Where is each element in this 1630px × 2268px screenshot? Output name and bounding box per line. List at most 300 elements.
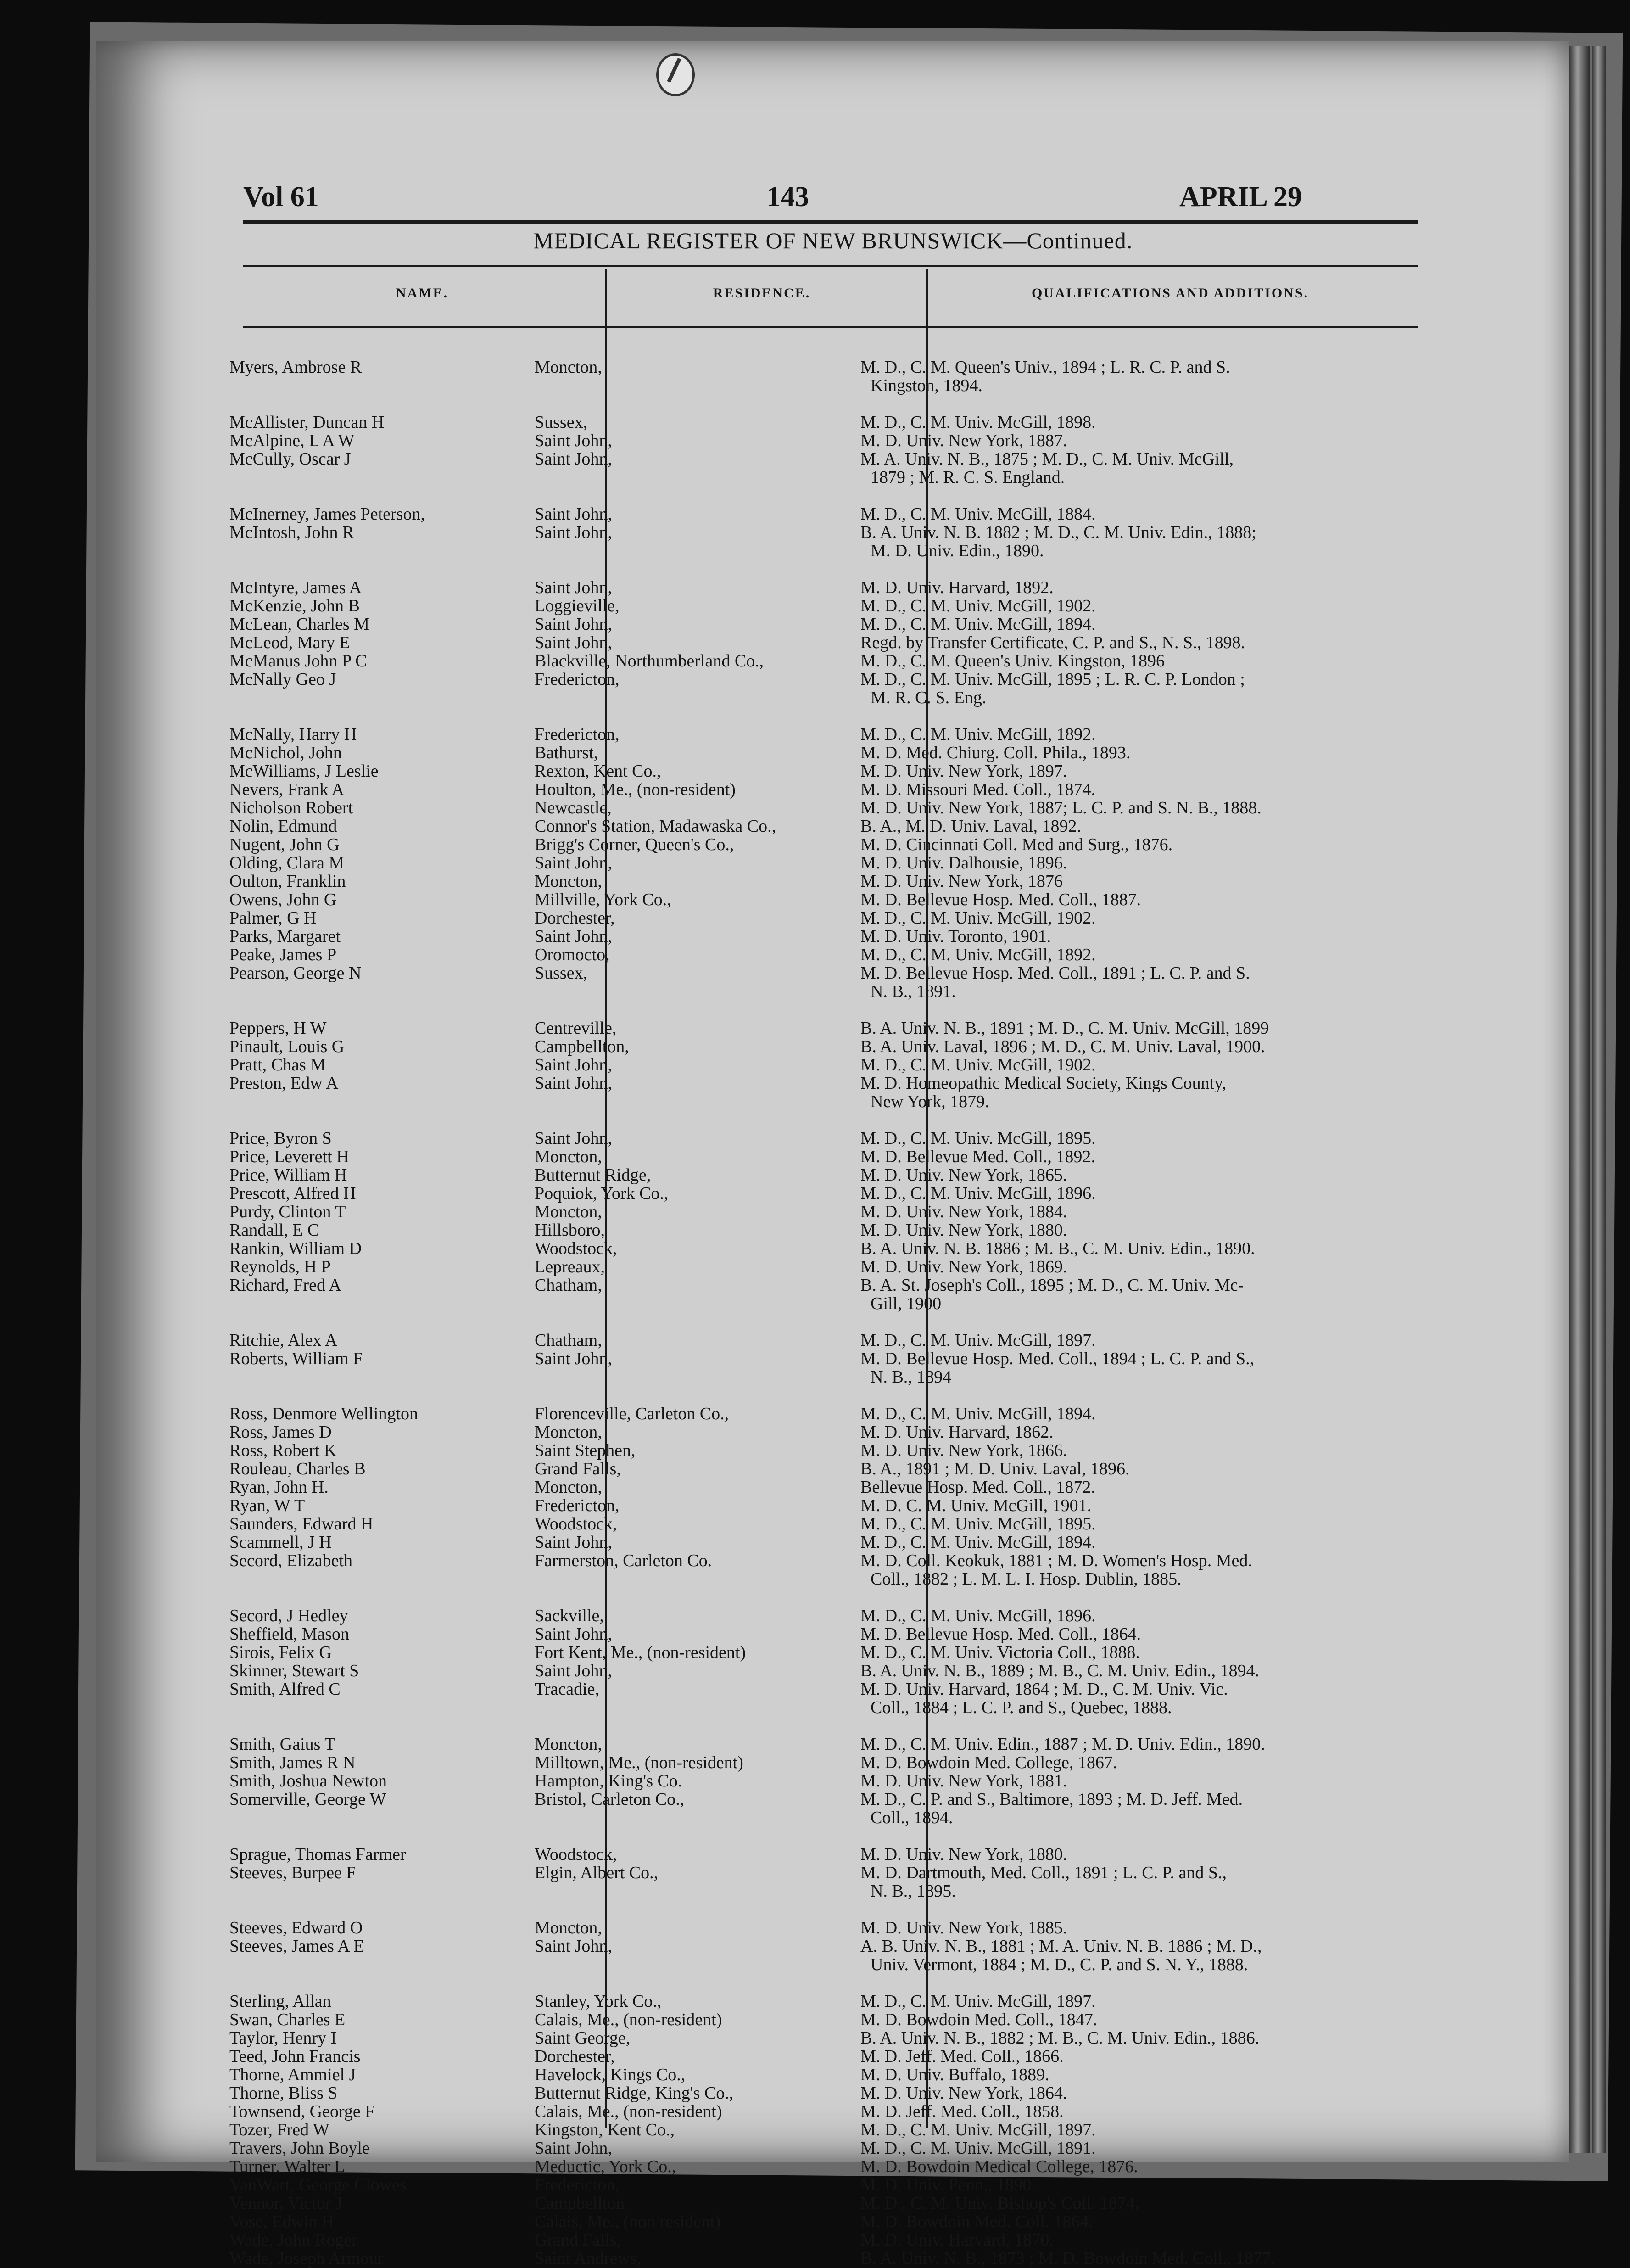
entry-name: Nugent, John G bbox=[229, 835, 340, 854]
entry-name: Nolin, Edmund bbox=[229, 817, 337, 836]
entry-name: McCully, Oscar J bbox=[229, 449, 351, 469]
entry-name: Richard, Fred A bbox=[229, 1276, 341, 1295]
entry-name: McManus John P C bbox=[229, 651, 367, 671]
register-entry bbox=[96, 1129, 1569, 1148]
entry-qualifications-line: M. D. Med. Chiurg. Coll. Phila., 1893. bbox=[860, 743, 1131, 762]
entry-qualifications bbox=[851, 1148, 1347, 1166]
entry-residence: Dorchester, bbox=[535, 908, 615, 928]
entry-qualifications bbox=[851, 523, 1347, 560]
entry-qualifications bbox=[851, 762, 1347, 780]
entry-residence: Stanley, York Co., bbox=[535, 1992, 662, 2011]
entry-qualifications bbox=[851, 652, 1347, 670]
register-entry bbox=[96, 2029, 1569, 2047]
entry-residence: Millville, York Co., bbox=[535, 890, 671, 909]
entry-name: Prescott, Alfred H bbox=[229, 1184, 356, 1203]
entry-qualifications-line: M. D. Homeopathic Medical Society, Kings County, bbox=[860, 1074, 1227, 1093]
entry-residence: Saint John, bbox=[535, 1074, 612, 1093]
entry-qualifications-line: M. D. Jeff. Med. Coll., 1858. bbox=[860, 2102, 1064, 2121]
register-entry bbox=[96, 2121, 1569, 2139]
entry-residence: Newcastle, bbox=[535, 798, 612, 818]
entry-qualifications-line: M. D., C. M. Univ. McGill, 1894. bbox=[860, 1533, 1096, 1552]
entry-qualifications-line: M. A. Univ. N. B., 1875 ; M. D., C. M. Univ. McGill, bbox=[860, 449, 1234, 469]
register-entry bbox=[96, 1772, 1569, 1790]
entry-qualifications bbox=[851, 2157, 1347, 2176]
entry-name: Secord, J Hedley bbox=[229, 1606, 348, 1625]
entry-qualifications bbox=[851, 1625, 1347, 1643]
page-number: 143 bbox=[766, 181, 809, 213]
entry-qualifications-line: M. D., C. M. Queen's Univ. Kingston, 1896 bbox=[860, 651, 1165, 671]
entry-qualifications bbox=[851, 1276, 1347, 1313]
entry-residence: Butternut Ridge, bbox=[535, 1165, 651, 1185]
register-entry bbox=[96, 1460, 1569, 1478]
entry-qualifications bbox=[851, 1203, 1347, 1221]
page-edge bbox=[1569, 46, 1590, 2153]
register-entry bbox=[96, 1221, 1569, 1239]
entry-residence: Fredericton, bbox=[535, 725, 620, 744]
entry-name: Travers, John Boyle bbox=[229, 2139, 370, 2158]
entry-name: Olding, Clara M bbox=[229, 853, 345, 873]
entry-name: Nicholson Robert bbox=[229, 798, 353, 818]
entry-qualifications-line: M. D., C. M. Univ. McGill, 1897. bbox=[860, 1331, 1096, 1350]
entry-qualifications bbox=[851, 2231, 1347, 2249]
entry-name: Ryan, John H. bbox=[229, 1478, 329, 1497]
entry-qualifications-line: B. A. Univ. N. B., 1873 ; M. D. Bowdoin Med. Coll., 1877. bbox=[860, 2249, 1275, 2268]
entry-qualifications bbox=[851, 1056, 1347, 1074]
entry-name: McAlpine, L A W bbox=[229, 431, 355, 450]
entry-residence: Saint John, bbox=[535, 615, 612, 634]
entry-residence: Saint John, bbox=[535, 1661, 612, 1680]
entry-name: Thorne, Bliss S bbox=[229, 2083, 338, 2103]
entry-qualifications-line: M. D. Univ. Harvard, 1864 ; M. D., C. M. Univ. Vic. bbox=[860, 1680, 1228, 1699]
entry-qualifications-line: M. D., C. M. Univ. McGill, 1891. bbox=[860, 2139, 1096, 2158]
entry-qualifications bbox=[851, 1423, 1347, 1441]
entry-name: McNally Geo J bbox=[229, 670, 336, 689]
entry-qualifications bbox=[851, 1405, 1347, 1423]
entry-qualifications-continuation: Kingston, 1894. bbox=[871, 376, 982, 395]
entry-qualifications-line: B. A. Univ. N. B., 1882 ; M. B., C. M. Univ. Edin., 1886. bbox=[860, 2028, 1260, 2048]
entry-name: Ross, Denmore Wellington bbox=[229, 1404, 419, 1423]
entry-qualifications bbox=[851, 2194, 1347, 2212]
entry-qualifications bbox=[851, 799, 1347, 817]
entry-qualifications bbox=[851, 1992, 1347, 2010]
register-entry bbox=[96, 2047, 1569, 2066]
entry-residence: Calais, Me., (non-resident) bbox=[535, 2010, 722, 2029]
register-entry bbox=[96, 1441, 1569, 1460]
entry-qualifications bbox=[851, 2084, 1347, 2102]
entry-name: Myers, Ambrose R bbox=[229, 358, 362, 377]
issue-date: APRIL 29 bbox=[1179, 181, 1302, 213]
entry-qualifications bbox=[851, 1074, 1347, 1111]
entry-qualifications-line: M. D. Missouri Med. Coll., 1874. bbox=[860, 780, 1095, 799]
entry-name: McInerney, James Peterson, bbox=[229, 504, 425, 524]
register-entry bbox=[96, 431, 1569, 450]
entry-qualifications bbox=[851, 1239, 1347, 1258]
entry-name: Price, William H bbox=[229, 1165, 347, 1185]
entry-residence: Campbellton, bbox=[535, 1037, 629, 1056]
entry-qualifications bbox=[851, 1753, 1347, 1772]
entry-residence: Moncton, bbox=[535, 1147, 602, 1166]
entry-name: Peake, James P bbox=[229, 945, 337, 964]
entry-name: Ross, Robert K bbox=[229, 1441, 337, 1460]
entry-residence: Saint John, bbox=[535, 1533, 612, 1552]
entry-residence: Saint John, bbox=[535, 523, 612, 542]
register-entry bbox=[96, 1864, 1569, 1900]
register-entry bbox=[96, 1496, 1569, 1515]
entry-qualifications-line: M. D. Univ. New York, 1880. bbox=[860, 1221, 1067, 1240]
register-entry bbox=[96, 2176, 1569, 2194]
entry-residence: Connor's Station, Madawaska Co., bbox=[535, 817, 776, 836]
entry-qualifications bbox=[851, 431, 1347, 450]
entry-qualifications bbox=[851, 1460, 1347, 1478]
entry-residence: Saint John, bbox=[535, 633, 612, 652]
register-entry bbox=[96, 1331, 1569, 1350]
entry-residence: Grand Falls, bbox=[535, 2230, 621, 2250]
entry-qualifications-line: M. D., C. M. Univ. McGill, 1895. bbox=[860, 1514, 1096, 1534]
volume-label: Vol 61 bbox=[243, 181, 319, 213]
entry-residence: Moncton, bbox=[535, 872, 602, 891]
entry-qualifications-line: B. A. Univ. Laval, 1896 ; M. D., C. M. Univ. Laval, 1900. bbox=[860, 1037, 1265, 1056]
register-entry bbox=[96, 1423, 1569, 1441]
entry-qualifications-line: M. D. Bowdoin Med. Coll. 1864. bbox=[860, 2212, 1093, 2231]
entry-qualifications-line: B. A. Univ. N. B., 1889 ; M. B., C. M. Univ. Edin., 1894. bbox=[860, 1661, 1260, 1680]
entry-qualifications-line: M. D. Bellevue Med. Coll., 1892. bbox=[860, 1147, 1095, 1166]
entry-qualifications bbox=[851, 725, 1347, 744]
entry-qualifications-line: M. D. Bellevue Hosp. Med. Coll., 1887. bbox=[860, 890, 1141, 909]
entry-qualifications-line: M. D. Univ. New York, 1876 bbox=[860, 872, 1063, 891]
entry-residence: Lepreaux, bbox=[535, 1257, 605, 1277]
entry-qualifications-line: A. B. Univ. N. B., 1881 ; M. A. Univ. N. B. 1886 ; M. D., bbox=[860, 1937, 1262, 1956]
entry-name: Teed, John Francis bbox=[229, 2047, 361, 2066]
entry-qualifications-line: M. D., C. M. Univ. McGill, 1895 ; L. R. C. P. London ; bbox=[860, 670, 1245, 689]
entry-name: Smith, James R N bbox=[229, 1753, 356, 1772]
entry-qualifications-line: M. D. Cincinnati Coll. Med and Surg., 1876. bbox=[860, 835, 1173, 854]
entry-qualifications bbox=[851, 1019, 1347, 1037]
register-entry bbox=[96, 1276, 1569, 1313]
register-entry bbox=[96, 1350, 1569, 1386]
entry-qualifications-line: B. A. Univ. N. B. 1886 ; M. B., C. M. Univ. Edin., 1890. bbox=[860, 1239, 1255, 1258]
entry-residence: Sackville, bbox=[535, 1606, 604, 1625]
entry-name: Tozer, Fred W bbox=[229, 2120, 329, 2139]
entry-qualifications-line: M. D. Univ. Dalhousie, 1896. bbox=[860, 853, 1067, 873]
register-entry bbox=[96, 450, 1569, 487]
register-entry bbox=[96, 1790, 1569, 1827]
entry-residence: Rexton, Kent Co., bbox=[535, 762, 661, 781]
entry-residence: Kingston, Kent Co., bbox=[535, 2120, 675, 2139]
entry-qualifications-line: M. D. Univ. New York, 1869. bbox=[860, 1257, 1067, 1277]
register-entry bbox=[96, 2084, 1569, 2102]
register-entry bbox=[96, 2066, 1569, 2084]
entry-qualifications bbox=[851, 1790, 1347, 1827]
entry-name: Taylor, Henry I bbox=[229, 2028, 337, 2048]
register-entry bbox=[96, 872, 1569, 890]
column-header-qualifications: QUALIFICATIONS AND ADDITIONS. bbox=[1031, 286, 1309, 301]
entry-name: Scammell, J H bbox=[229, 1533, 332, 1552]
entry-qualifications-continuation: Univ. Vermont, 1884 ; M. D., C. P. and S. N. Y., 1888. bbox=[871, 1955, 1248, 1974]
entry-name: Randall, E C bbox=[229, 1221, 319, 1240]
entry-qualifications bbox=[851, 835, 1347, 854]
entry-qualifications bbox=[851, 2121, 1347, 2139]
entry-name: Saunders, Edward H bbox=[229, 1514, 374, 1534]
entry-qualifications-line: M. D., C. M. Univ. Victoria Coll., 1888. bbox=[860, 1643, 1140, 1662]
register-entry bbox=[96, 744, 1569, 762]
entry-qualifications bbox=[851, 1166, 1347, 1184]
entry-residence: Calais, Me., (non-resident) bbox=[535, 2102, 722, 2121]
entry-name: Sirois, Felix G bbox=[229, 1643, 332, 1662]
entry-name: Wade, John Roger bbox=[229, 2230, 357, 2250]
register-entry bbox=[96, 652, 1569, 670]
entry-residence: Oromocto, bbox=[535, 945, 610, 964]
entry-name: Thorne, Ammiel J bbox=[229, 2065, 356, 2084]
entry-residence: Bathurst, bbox=[535, 743, 598, 762]
register-entry bbox=[96, 1478, 1569, 1496]
entry-name: Reynolds, H P bbox=[229, 1257, 331, 1277]
entry-qualifications-line: M. D. Univ. Harvard, 1862. bbox=[860, 1422, 1054, 1442]
entry-qualifications-continuation: N. B., 1891. bbox=[871, 982, 956, 1001]
register-entry bbox=[96, 2212, 1569, 2231]
entry-qualifications-line: M. D. Jeff. Med. Coll., 1866. bbox=[860, 2047, 1064, 2066]
entry-residence: Saint John, bbox=[535, 449, 612, 469]
entry-name: Ryan, W T bbox=[229, 1496, 305, 1515]
entry-residence: Fredericton, bbox=[535, 1496, 620, 1515]
entry-residence: Havelock, Kings Co., bbox=[535, 2065, 686, 2084]
register-entry bbox=[96, 597, 1569, 615]
entry-residence: Woodstock, bbox=[535, 1239, 617, 1258]
entry-qualifications bbox=[851, 1533, 1347, 1551]
register-entry bbox=[96, 1148, 1569, 1166]
entry-residence: Moncton, bbox=[535, 1735, 602, 1754]
entry-residence: Calais, Me., (non resident) bbox=[535, 2212, 721, 2231]
register-entry bbox=[96, 1919, 1569, 1937]
register-entry bbox=[96, 358, 1569, 395]
register-title: MEDICAL REGISTER OF NEW BRUNSWICK—Continued. bbox=[533, 228, 1133, 253]
entry-residence: Dorchester, bbox=[535, 2047, 615, 2066]
entry-name: Sterling, Allan bbox=[229, 1992, 331, 2011]
entry-qualifications bbox=[851, 670, 1347, 707]
entry-qualifications-line: M. D., C. M. Queen's Univ., 1894 ; L. R. C. P. and S. bbox=[860, 358, 1230, 377]
entry-name: Owens, John G bbox=[229, 890, 337, 909]
entry-qualifications-line: M. D., C. M. Univ. McGill, 1902. bbox=[860, 1055, 1096, 1075]
entry-qualifications bbox=[851, 633, 1347, 652]
entry-residence: Tracadie, bbox=[535, 1680, 600, 1699]
entry-name: Skinner, Stewart S bbox=[229, 1661, 359, 1680]
register-entry bbox=[96, 1074, 1569, 1111]
entry-residence: Saint John, bbox=[535, 1937, 612, 1956]
entry-qualifications-line: M. D. Univ. Toronto, 1901. bbox=[860, 927, 1051, 946]
entry-name: Steeves, James A E bbox=[229, 1937, 364, 1956]
entry-residence: Saint John, bbox=[535, 927, 612, 946]
entry-qualifications-line: M. D. Univ. New York, 1865. bbox=[860, 1165, 1067, 1185]
entry-qualifications-line: M. D. Bellevue Hosp. Med. Coll., 1894 ; L. C. P. and S., bbox=[860, 1349, 1255, 1368]
entry-residence: Brigg's Corner, Queen's Co., bbox=[535, 835, 734, 854]
entry-qualifications-continuation: Coll., 1894. bbox=[871, 1808, 953, 1827]
entry-qualifications-continuation: Coll., 1882 ; L. M. L. I. Hosp. Dublin, 1885. bbox=[871, 1569, 1182, 1589]
entry-qualifications bbox=[851, 909, 1347, 927]
register-entry bbox=[96, 1625, 1569, 1643]
entry-qualifications bbox=[851, 890, 1347, 909]
entry-qualifications bbox=[851, 1331, 1347, 1350]
entry-qualifications bbox=[851, 744, 1347, 762]
entry-qualifications bbox=[851, 1919, 1347, 1937]
entry-qualifications bbox=[851, 2176, 1347, 2194]
column-header-name: NAME. bbox=[396, 286, 449, 301]
entry-qualifications bbox=[851, 2102, 1347, 2121]
entry-qualifications-line: M. D. Univ. Harvard, 1870. bbox=[860, 2230, 1054, 2250]
register-entry bbox=[96, 835, 1569, 854]
register-entry bbox=[96, 1184, 1569, 1203]
column-header-residence: RESIDENCE. bbox=[713, 286, 811, 301]
entry-qualifications bbox=[851, 854, 1347, 872]
entry-qualifications bbox=[851, 615, 1347, 633]
entry-qualifications-line: M. D. Dartmouth, Med. Coll., 1891 ; L. C. P. and S., bbox=[860, 1863, 1227, 1882]
entry-qualifications-line: M. D., C. M. Univ. McGill, 1895. bbox=[860, 1129, 1096, 1148]
register-entry bbox=[96, 670, 1569, 707]
entry-qualifications bbox=[851, 1662, 1347, 1680]
entry-qualifications bbox=[851, 413, 1347, 431]
entry-qualifications bbox=[851, 1221, 1347, 1239]
register-entry bbox=[96, 1056, 1569, 1074]
entry-residence: Saint John, bbox=[535, 504, 612, 524]
entry-name: Townsend, George F bbox=[229, 2102, 375, 2121]
entry-qualifications-line: B. A., 1891 ; M. D. Univ. Laval, 1896. bbox=[860, 1459, 1130, 1478]
entry-qualifications bbox=[851, 1441, 1347, 1460]
entry-residence: Saint John, bbox=[535, 1055, 612, 1075]
entry-name: Steeves, Edward O bbox=[229, 1918, 363, 1938]
entry-residence: Centreville, bbox=[535, 1019, 617, 1038]
register-entry bbox=[96, 909, 1569, 927]
header-rule bbox=[243, 220, 1418, 224]
entry-name: Swan, Charles E bbox=[229, 2010, 346, 2029]
entry-name: Oulton, Franklin bbox=[229, 872, 346, 891]
entry-qualifications-line: B. A. Univ. N. B. 1882 ; M. D., C. M. Univ. Edin., 1888; bbox=[860, 523, 1256, 542]
entry-name: McAllister, Duncan H bbox=[229, 413, 385, 432]
entry-qualifications-continuation: New York, 1879. bbox=[871, 1092, 989, 1111]
entry-residence: Chatham, bbox=[535, 1331, 602, 1350]
entry-qualifications-line: M. D. Bellevue Hosp. Med. Coll., 1891 ; L. C. P. and S. bbox=[860, 963, 1250, 983]
entry-qualifications-line: M. D. Bellevue Hosp. Med. Coll., 1864. bbox=[860, 1624, 1141, 1644]
entry-qualifications-line: M. D., C. M. Univ. McGill, 1894. bbox=[860, 1404, 1096, 1423]
register-entry bbox=[96, 1845, 1569, 1864]
entry-residence: Elgin, Albert Co., bbox=[535, 1863, 659, 1882]
entry-qualifications-line: M. D. Univ. New York, 1897. bbox=[860, 762, 1067, 781]
register-entry bbox=[96, 633, 1569, 652]
entry-residence: Hillsboro, bbox=[535, 1221, 605, 1240]
entry-name: VanWart, George Clowes bbox=[229, 2175, 407, 2195]
entry-residence: Chatham, bbox=[535, 1276, 602, 1295]
punch-hole bbox=[656, 53, 695, 96]
entry-qualifications-line: M. D. C. M. Univ. McGill, 1901. bbox=[860, 1496, 1092, 1515]
entry-residence: Poquiok, York Co., bbox=[535, 1184, 669, 1203]
register-entry bbox=[96, 817, 1569, 835]
entry-qualifications bbox=[851, 2047, 1347, 2066]
entry-qualifications-line: M. D. Bowdoin Med. College, 1867. bbox=[860, 1753, 1117, 1772]
entry-qualifications bbox=[851, 1496, 1347, 1515]
entry-name: Price, Leverett H bbox=[229, 1147, 349, 1166]
entry-name: McWilliams, J Leslie bbox=[229, 762, 379, 781]
entry-residence: Saint Andrews, bbox=[535, 2249, 642, 2268]
entry-name: McIntosh, John R bbox=[229, 523, 354, 542]
entry-qualifications bbox=[851, 1772, 1347, 1790]
entry-residence: Sussex, bbox=[535, 413, 588, 432]
entry-name: Palmer, G H bbox=[229, 908, 317, 928]
entry-residence: Sussex, bbox=[535, 963, 588, 983]
register-entry bbox=[96, 1662, 1569, 1680]
register-entry bbox=[96, 1203, 1569, 1221]
entry-qualifications bbox=[851, 1478, 1347, 1496]
entry-name: Turner, Walter L bbox=[229, 2157, 345, 2176]
register-entry bbox=[96, 927, 1569, 946]
entry-qualifications bbox=[851, 1864, 1347, 1900]
register-entry bbox=[96, 1735, 1569, 1753]
entry-qualifications bbox=[851, 1551, 1347, 1588]
entry-qualifications-line: M. D. Univ. Penn., 1890. bbox=[860, 2175, 1036, 2195]
register-entry bbox=[96, 1405, 1569, 1423]
entry-residence: Milltown, Me., (non-resident) bbox=[535, 1753, 743, 1772]
entry-residence: Butternut Ridge, King's Co., bbox=[535, 2083, 734, 2103]
entry-qualifications bbox=[851, 1607, 1347, 1625]
register-entry bbox=[96, 2139, 1569, 2157]
register-entry bbox=[96, 2249, 1569, 2268]
entry-qualifications-line: B. A., M. D. Univ. Laval, 1892. bbox=[860, 817, 1081, 836]
entry-qualifications bbox=[851, 2029, 1347, 2047]
entry-qualifications-line: Regd. by Transfer Certificate, C. P. and S., N. S., 1898. bbox=[860, 633, 1245, 652]
register-entry bbox=[96, 946, 1569, 964]
entry-qualifications-line: M. D. Univ. Harvard, 1892. bbox=[860, 578, 1054, 597]
register-entry bbox=[96, 2102, 1569, 2121]
column-header-rule bbox=[243, 326, 1418, 328]
entry-qualifications bbox=[851, 450, 1347, 487]
register-entry bbox=[96, 799, 1569, 817]
entry-qualifications bbox=[851, 1937, 1347, 1974]
register-entry bbox=[96, 1680, 1569, 1717]
entry-name: McNichol, John bbox=[229, 743, 342, 762]
entry-qualifications-line: M. D., C. M. Univ. McGill, 1894. bbox=[860, 615, 1096, 634]
register-entry bbox=[96, 1753, 1569, 1772]
entry-name: Pearson, George N bbox=[229, 963, 362, 983]
entry-residence: Florenceville, Carleton Co., bbox=[535, 1404, 729, 1423]
register-entry bbox=[96, 1037, 1569, 1056]
entry-name: Steeves, Burpee F bbox=[229, 1863, 356, 1882]
entry-residence: Saint John, bbox=[535, 1349, 612, 1368]
register-entry bbox=[96, 854, 1569, 872]
entry-name: Ritchie, Alex A bbox=[229, 1331, 338, 1350]
register-entry bbox=[96, 2010, 1569, 2029]
entry-name: McLeod, Mary E bbox=[229, 633, 350, 652]
register-page bbox=[96, 41, 1569, 2268]
entry-residence: Saint Stephen, bbox=[535, 1441, 636, 1460]
entry-qualifications-line: Bellevue Hosp. Med. Coll., 1872. bbox=[860, 1478, 1095, 1497]
entry-name: Smith, Joshua Newton bbox=[229, 1771, 387, 1791]
entry-name: Somerville, George W bbox=[229, 1790, 386, 1809]
entry-qualifications bbox=[851, 1350, 1347, 1386]
entry-name: Secord, Elizabeth bbox=[229, 1551, 353, 1570]
register-entry bbox=[96, 780, 1569, 799]
entry-qualifications-line: M. D. Bowdoin Medical College, 1876. bbox=[860, 2157, 1138, 2176]
register-entry bbox=[96, 1533, 1569, 1551]
entry-residence: Moncton, bbox=[535, 1422, 602, 1442]
entry-qualifications bbox=[851, 964, 1347, 1001]
register-entry bbox=[96, 1019, 1569, 1037]
entry-qualifications bbox=[851, 358, 1347, 395]
register-entries bbox=[96, 358, 1569, 2268]
entry-name: McKenzie, John B bbox=[229, 596, 360, 616]
entry-residence: Saint George, bbox=[535, 2028, 631, 2048]
register-entry bbox=[96, 2157, 1569, 2176]
entry-residence: Fredericton, bbox=[535, 670, 620, 689]
entry-qualifications bbox=[851, 780, 1347, 799]
register-entry bbox=[96, 413, 1569, 431]
entry-qualifications-line: M. D., C. M. Univ. McGill, 1892. bbox=[860, 945, 1096, 964]
entry-name: Nevers, Frank A bbox=[229, 780, 345, 799]
